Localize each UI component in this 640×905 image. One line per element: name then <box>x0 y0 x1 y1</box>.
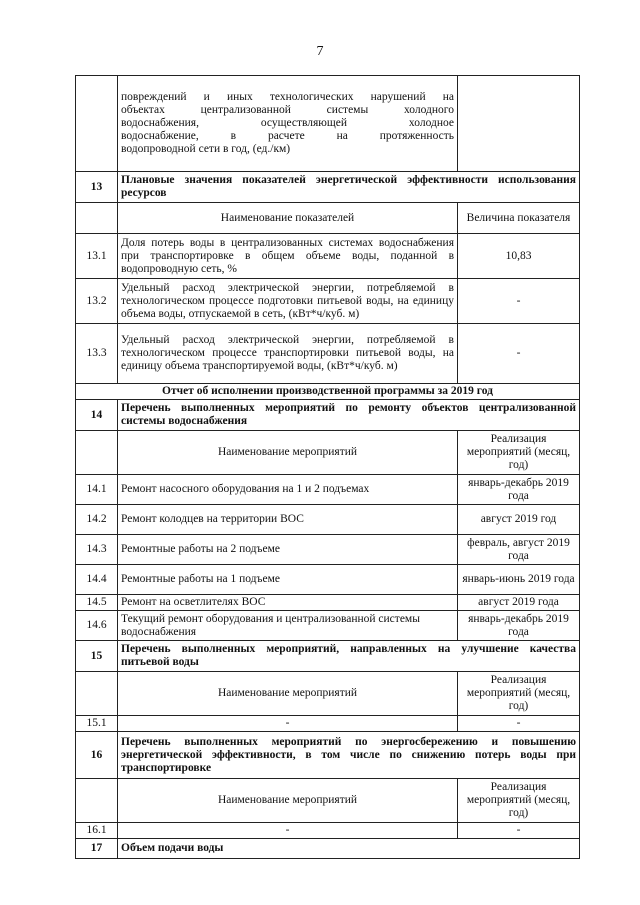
activity-description: Ремонт колодцев на территории ВОС <box>118 505 458 535</box>
indicator-description: Удельный расход электрической энергии, потребляемой в технологическом процессе подготовки питьевой воды, на единицу объема воды, отпускаемой в сеть, (кВт*ч/куб. м) <box>118 279 458 324</box>
row-number-cell <box>76 76 118 172</box>
table-row <box>76 823 580 839</box>
column-header-row <box>76 431 580 475</box>
activity-description: Ремонт на осветлителях ВОС <box>118 595 458 611</box>
row-number-cell <box>76 203 118 234</box>
row-number-cell <box>76 672 118 716</box>
section-title: Объем подачи воды <box>118 839 580 859</box>
indicator-description: Доля потерь воды в централизованных системах водоснабжения при транспортировке в общем объеме воды, поданной в водопроводную сеть, % <box>118 234 458 279</box>
column-header-value: Величина показателя <box>458 203 580 234</box>
text-line: водоснабжения, осуществляющей холодное <box>121 117 454 129</box>
row-number: 14.6 <box>76 611 118 641</box>
text-line: водоснабжение, в расчете на протяженность <box>121 130 454 142</box>
table-row <box>76 76 580 172</box>
column-header-name: Наименование мероприятий <box>118 431 458 475</box>
activity-description: Ремонтные работы на 2 подъеме <box>118 535 458 565</box>
table-row <box>76 716 580 732</box>
section-15-header <box>76 641 580 672</box>
indicator-value: 10,83 <box>458 234 580 279</box>
column-header-value: Реализация мероприятий (месяц, год) <box>458 672 580 716</box>
activity-period: - <box>458 716 580 732</box>
row-number: 13.2 <box>76 279 118 324</box>
section-number: 14 <box>76 400 118 431</box>
section-13-header <box>76 172 580 203</box>
row-number-cell <box>76 431 118 475</box>
section-title: Перечень выполненных мероприятий, направленных на улучшение качества питьевой воды <box>118 641 580 672</box>
activity-period: февраль, август 2019 года <box>458 535 580 565</box>
indicator-value <box>458 76 580 172</box>
row-number: 14.3 <box>76 535 118 565</box>
column-header-row <box>76 203 580 234</box>
activity-description: Ремонтные работы на 1 подъеме <box>118 565 458 595</box>
page-number: 7 <box>316 44 324 59</box>
indicator-value: - <box>458 279 580 324</box>
report-title-row <box>76 384 580 400</box>
activity-period: январь-декабрь 2019 года <box>458 611 580 641</box>
row-number: 14.4 <box>76 565 118 595</box>
section-title: Плановые значения показателей энергетической эффективности использования ресурсов <box>118 172 580 203</box>
text-line: объектах централизованной системы холодного <box>121 104 454 116</box>
table-row <box>76 595 580 611</box>
table-row <box>76 279 580 324</box>
table-row <box>76 535 580 565</box>
table-row <box>76 611 580 641</box>
activity-period: - <box>458 823 580 839</box>
indicator-description <box>118 76 458 172</box>
section-number: 15 <box>76 641 118 672</box>
row-number: 14.5 <box>76 595 118 611</box>
section-16-header <box>76 732 580 779</box>
report-title: Отчет об исполнении производственной программы за 2019 год <box>76 384 580 400</box>
activity-description: Ремонт насосного оборудования на 1 и 2 подъемах <box>118 475 458 505</box>
activity-period: январь-декабрь 2019 года <box>458 475 580 505</box>
column-header-value: Реализация мероприятий (месяц, год) <box>458 431 580 475</box>
column-header-row <box>76 672 580 716</box>
section-number: 16 <box>76 732 118 779</box>
section-number: 13 <box>76 172 118 203</box>
section-title: Перечень выполненных мероприятий по ремонту объектов централизованной системы водоснабжения <box>118 400 580 431</box>
row-number: 14.2 <box>76 505 118 535</box>
text-line: водопроводной сети в год, (ед./км) <box>121 143 291 155</box>
row-number-cell <box>76 779 118 823</box>
table-row <box>76 475 580 505</box>
activity-period: январь-июнь 2019 года <box>458 565 580 595</box>
table-row <box>76 505 580 535</box>
activity-period: август 2019 года <box>458 595 580 611</box>
column-header-name: Наименование мероприятий <box>118 779 458 823</box>
table-row <box>76 565 580 595</box>
row-number: 14.1 <box>76 475 118 505</box>
table-row <box>76 234 580 279</box>
column-header-row <box>76 779 580 823</box>
column-header-name: Наименование показателей <box>118 203 458 234</box>
text-line: повреждений и иных технологических нарушений на <box>121 91 454 103</box>
row-number: 13.1 <box>76 234 118 279</box>
indicator-value: - <box>458 324 580 384</box>
activity-description: - <box>118 716 458 732</box>
column-header-value: Реализация мероприятий (месяц, год) <box>458 779 580 823</box>
activity-description: - <box>118 823 458 839</box>
section-14-header <box>76 400 580 431</box>
indicator-description: Удельный расход электрической энергии, потребляемой в технологическом процессе транспортировки питьевой воды, на единицу объема транспортируемой воды, (кВт*ч/куб. м) <box>118 324 458 384</box>
table-row <box>76 324 580 384</box>
document-table <box>75 75 580 859</box>
section-17-header <box>76 839 580 859</box>
section-number: 17 <box>76 839 118 859</box>
section-title: Перечень выполненных мероприятий по энергосбережению и повышению энергетической эффективности, в том числе по снижению потерь воды при транспортировке <box>118 732 580 779</box>
row-number: 13.3 <box>76 324 118 384</box>
column-header-name: Наименование мероприятий <box>118 672 458 716</box>
row-number: 16.1 <box>76 823 118 839</box>
row-number: 15.1 <box>76 716 118 732</box>
activity-period: август 2019 год <box>458 505 580 535</box>
activity-description: Текущий ремонт оборудования и централизованной системы водоснабжения <box>118 611 458 641</box>
